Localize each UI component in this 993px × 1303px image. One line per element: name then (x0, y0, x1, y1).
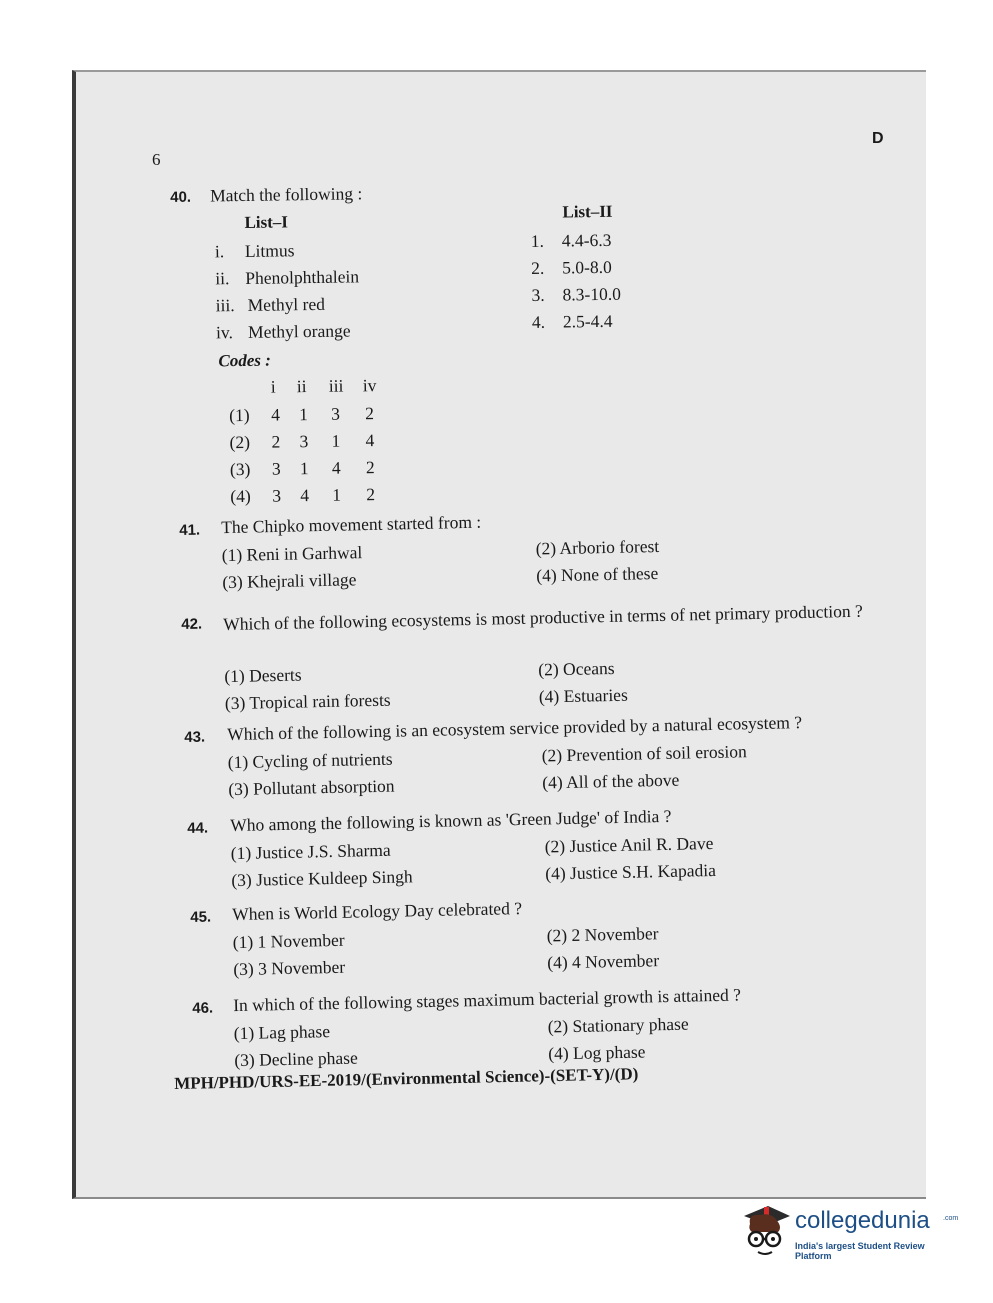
set-letter: D (872, 130, 884, 147)
code-value: 2 (271, 431, 281, 452)
question-number: 40. (170, 188, 192, 206)
option: (3) Tropical rain forests (224, 689, 391, 714)
question-stem: In which of the following stages maximum bacterial growth is attained ? (232, 984, 742, 1016)
code-value: 2 (365, 457, 375, 478)
code-row-label: (1) (229, 404, 250, 426)
list1-item-text: Methyl red (247, 293, 326, 315)
code-row-label: (2) (229, 431, 251, 453)
option: (3) Khejrali village (222, 569, 357, 593)
code-value: 4 (365, 430, 375, 451)
code-value: 2 (365, 403, 375, 424)
logo-wordmark: collegedunia (795, 1207, 930, 1234)
option: (2) Arborio forest (535, 535, 660, 559)
question-number: 46. (192, 999, 214, 1017)
list1-title: List–I (244, 212, 289, 232)
code-value: 1 (299, 458, 309, 479)
question-43 (184, 710, 906, 805)
code-value: 3 (271, 458, 281, 479)
code-value: 3 (272, 485, 282, 506)
question-number: 42. (181, 615, 203, 633)
code-header: iv (362, 375, 377, 396)
list2-item-text: 5.0-8.0 (562, 256, 612, 278)
question-stem: Which of the following is an ecosystem service provided by a natural ecosystem ? (226, 712, 803, 745)
question-40 (170, 176, 894, 506)
question-stem: Match the following : (209, 183, 363, 206)
code-header: iii (328, 375, 344, 396)
code-header: i (270, 376, 276, 397)
option: (4) Log phase (548, 1041, 646, 1064)
list2-item-text: 2.5-4.4 (562, 310, 613, 332)
code-value: 4 (331, 457, 341, 478)
list1-item-num: iv. (215, 322, 234, 343)
option: (1) Lag phase (233, 1021, 331, 1044)
option: (2) Justice Anil R. Dave (544, 832, 714, 857)
list1-item-text: Methyl orange (247, 320, 351, 342)
option: (3) 3 November (233, 956, 346, 980)
option: (4) 4 November (547, 950, 660, 973)
code-value: 1 (332, 484, 342, 505)
question-44 (187, 801, 909, 896)
option: (1) Justice J.S. Sharma (230, 839, 391, 864)
code-value: 3 (299, 431, 309, 452)
option: (4) All of the above (542, 769, 680, 793)
list1-item-num: ii. (215, 268, 230, 289)
list2-item-text: 8.3-10.0 (562, 283, 622, 305)
question-number: 43. (184, 728, 206, 746)
list2-item-num: 2. (531, 257, 545, 278)
list1-item-num: iii. (215, 295, 235, 316)
question-number: 44. (187, 819, 209, 837)
code-row-label: (3) (229, 458, 251, 480)
option: (2) Prevention of soil erosion (541, 741, 747, 766)
codes-label: Codes : (218, 350, 271, 371)
list2-item-num: 1. (530, 230, 545, 251)
scanned-page (72, 70, 926, 1199)
list2-item-num: 3. (531, 284, 545, 305)
list1-item-text: Litmus (244, 240, 295, 261)
option: (1) 1 November (232, 929, 345, 953)
code-value: 3 (331, 403, 341, 424)
question-stem: Which of the following ecosystems is most productive in terms of net primary production ? (223, 600, 863, 635)
code-value: 2 (366, 484, 376, 505)
code-value: 4 (300, 485, 310, 506)
option: (2) Oceans (538, 657, 615, 680)
code-row-label: (4) (230, 485, 251, 507)
question-42 (181, 597, 903, 712)
logo-tagline: India's largest Student Review Platform (795, 1241, 925, 1261)
question-stem: When is World Ecology Day celebrated ? (231, 898, 523, 925)
logo-domain-suffix: .com (943, 1215, 959, 1222)
option: (4) Justice S.H. Kapadia (545, 859, 717, 884)
option: (2) 2 November (546, 923, 659, 946)
list1-item-num: i. (214, 241, 225, 262)
question-number: 41. (179, 521, 201, 539)
option: (3) Justice Kuldeep Singh (231, 866, 413, 891)
list2-title: List–II (562, 201, 613, 222)
option: (1) Cycling of nutrients (227, 748, 393, 773)
code-value: 1 (331, 430, 341, 451)
option: (3) Decline phase (234, 1047, 358, 1071)
option: (1) Deserts (224, 664, 302, 687)
code-header: ii (296, 376, 307, 397)
question-number: 45. (190, 908, 212, 926)
code-value: 4 (271, 404, 281, 425)
option: (4) None of these (536, 562, 659, 586)
option: (2) Stationary phase (547, 1013, 689, 1037)
question-41 (179, 503, 901, 598)
question-46 (192, 981, 914, 1076)
paper-code-footer: MPH/PHD/URS-EE-2019/(Environmental Science)-(SET-Y)/(D) (174, 1064, 639, 1093)
option: (1) Reni in Garhwal (221, 542, 363, 566)
question-stem: The Chipko movement started from : (220, 511, 482, 538)
option: (4) Estuaries (538, 684, 628, 707)
code-value: 1 (299, 404, 309, 425)
list1-item-text: Phenolphthalein (245, 266, 360, 288)
question-45 (190, 890, 912, 985)
list2-item-text: 4.4-6.3 (561, 229, 612, 251)
list2-item-num: 4. (531, 311, 546, 332)
option: (3) Pollutant absorption (228, 775, 395, 800)
question-stem: Who among the following is known as 'Green Judge' of India ? (229, 805, 672, 836)
page-number: 6 (152, 150, 161, 169)
collegedunia-logo[interactable] (738, 1198, 963, 1268)
student-mascot-icon (738, 1198, 792, 1258)
